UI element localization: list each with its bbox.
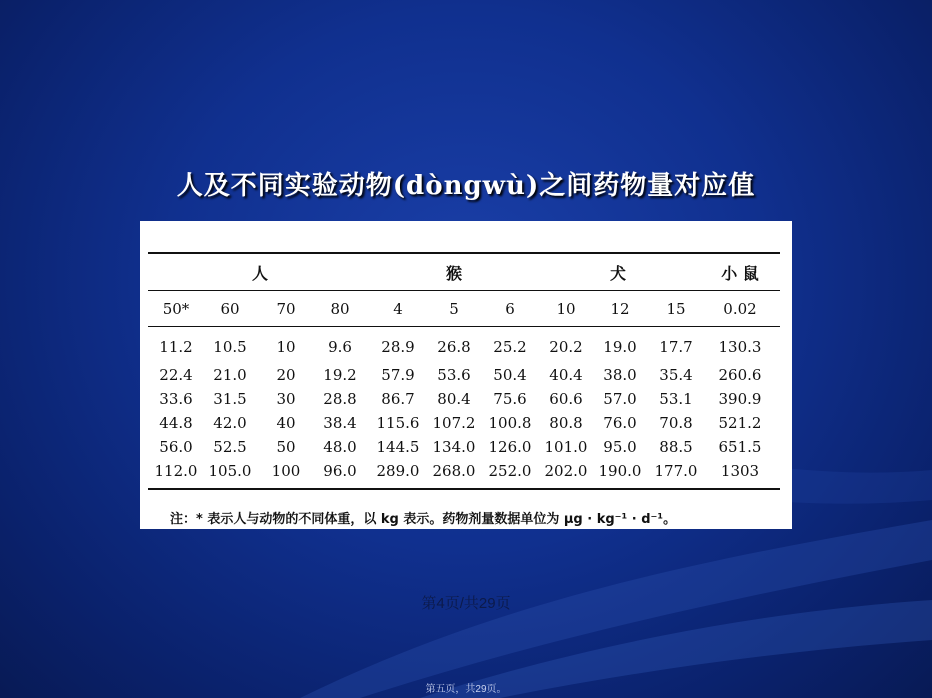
dose-table — [140, 221, 792, 529]
table-cell: 57.0 — [603, 390, 637, 408]
table-cell: 88.5 — [659, 438, 693, 456]
table-cell: 52.5 — [213, 438, 247, 456]
table-cell: 26.8 — [437, 338, 471, 356]
table-cell: 60.6 — [549, 390, 583, 408]
weight-header-cell: 6 — [505, 300, 515, 318]
table-cell: 31.5 — [213, 390, 247, 408]
table-cell: 19.0 — [603, 338, 637, 356]
table-cell: 50.4 — [493, 366, 527, 384]
table-cell: 19.2 — [323, 366, 357, 384]
table-cell: 10.5 — [213, 338, 247, 356]
group-header-dog: 犬 — [609, 264, 626, 283]
table-cell: 252.0 — [488, 462, 532, 480]
table-cell: 57.9 — [381, 366, 415, 384]
table-cell: 17.7 — [659, 338, 693, 356]
weight-header-cell: 70 — [276, 300, 296, 318]
weight-header-cell: 10 — [556, 300, 576, 318]
table-cell: 390.9 — [718, 390, 762, 408]
table-cell: 100 — [271, 462, 301, 480]
table-cell: 115.6 — [376, 414, 420, 432]
weight-header-cell: 4 — [393, 300, 403, 318]
table-cell: 101.0 — [544, 438, 588, 456]
table-cell: 28.9 — [381, 338, 415, 356]
table-cell: 9.6 — [328, 338, 352, 356]
table-cell: 86.7 — [381, 390, 415, 408]
table-cell: 20.2 — [549, 338, 583, 356]
table-cell: 80.4 — [437, 390, 471, 408]
weight-header-cell: 60 — [220, 300, 240, 318]
table-cell: 25.2 — [493, 338, 527, 356]
table-cell: 21.0 — [213, 366, 247, 384]
table-cell: 40.4 — [549, 366, 583, 384]
table-cell: 521.2 — [718, 414, 762, 432]
table-bottom-rule — [148, 488, 780, 490]
table-cell: 76.0 — [603, 414, 637, 432]
table-cell: 134.0 — [432, 438, 476, 456]
table-cell: 11.2 — [159, 338, 193, 356]
table-cell: 95.0 — [603, 438, 637, 456]
table-cell: 56.0 — [159, 438, 193, 456]
weight-header-cell: 12 — [610, 300, 630, 318]
table-cell: 268.0 — [432, 462, 476, 480]
table-cell: 38.0 — [603, 366, 637, 384]
table-cell: 33.6 — [159, 390, 193, 408]
table-cell: 22.4 — [159, 366, 193, 384]
table-cell: 177.0 — [654, 462, 698, 480]
table-cell: 1303 — [720, 462, 760, 480]
table-cell: 80.8 — [549, 414, 583, 432]
table-cell: 202.0 — [544, 462, 588, 480]
table-cell: 289.0 — [376, 462, 420, 480]
table-cell: 53.6 — [437, 366, 471, 384]
table-cell: 10 — [276, 338, 296, 356]
weight-header-cell: 5 — [449, 300, 459, 318]
header-rule — [148, 290, 780, 291]
table-cell: 107.2 — [432, 414, 476, 432]
table-cell: 28.8 — [323, 390, 357, 408]
table-cell: 70.8 — [659, 414, 693, 432]
group-header-human: 人 — [251, 264, 268, 283]
table-cell: 126.0 — [488, 438, 532, 456]
weight-header-cell: 0.02 — [723, 300, 757, 318]
table-cell: 20 — [276, 366, 296, 384]
weight-header-cell: 50* — [162, 300, 190, 318]
table-cell: 260.6 — [718, 366, 762, 384]
table-footnote: 注：* 表示人与动物的不同体重，以 kg 表示。药物剂量数据单位为 μg · kg⁻¹ · d⁻¹。 — [170, 512, 677, 527]
table-cell: 44.8 — [159, 414, 193, 432]
table-cell: 53.1 — [659, 390, 693, 408]
weight-header-cell: 15 — [666, 300, 686, 318]
table-top-rule — [148, 252, 780, 254]
page-indicator-small: 第五页，共29页。 — [425, 684, 507, 695]
table-cell: 105.0 — [208, 462, 252, 480]
table-cell: 75.6 — [493, 390, 527, 408]
weight-header-cell: 80 — [330, 300, 350, 318]
group-header-monkey: 猴 — [445, 264, 462, 283]
table-cell: 144.5 — [376, 438, 420, 456]
table-cell: 50 — [276, 438, 296, 456]
slide-title: 人及不同实验动物(dòngwù)之间药物量对应值 — [176, 171, 756, 201]
table-cell: 48.0 — [323, 438, 357, 456]
table-cell: 100.8 — [488, 414, 532, 432]
table-cell: 35.4 — [659, 366, 693, 384]
group-header-mouse: 小 鼠 — [721, 264, 759, 283]
page-indicator: 第4页/共29页 — [421, 595, 511, 612]
table-cell: 190.0 — [598, 462, 642, 480]
table-cell: 40 — [276, 414, 296, 432]
table-cell: 130.3 — [718, 338, 762, 356]
subheader-rule — [148, 326, 780, 327]
table-cell: 651.5 — [718, 438, 762, 456]
table-cell: 38.4 — [323, 414, 357, 432]
table-cell: 42.0 — [213, 414, 247, 432]
table-cell: 112.0 — [154, 462, 198, 480]
table-cell: 96.0 — [323, 462, 357, 480]
table-cell: 30 — [276, 390, 296, 408]
